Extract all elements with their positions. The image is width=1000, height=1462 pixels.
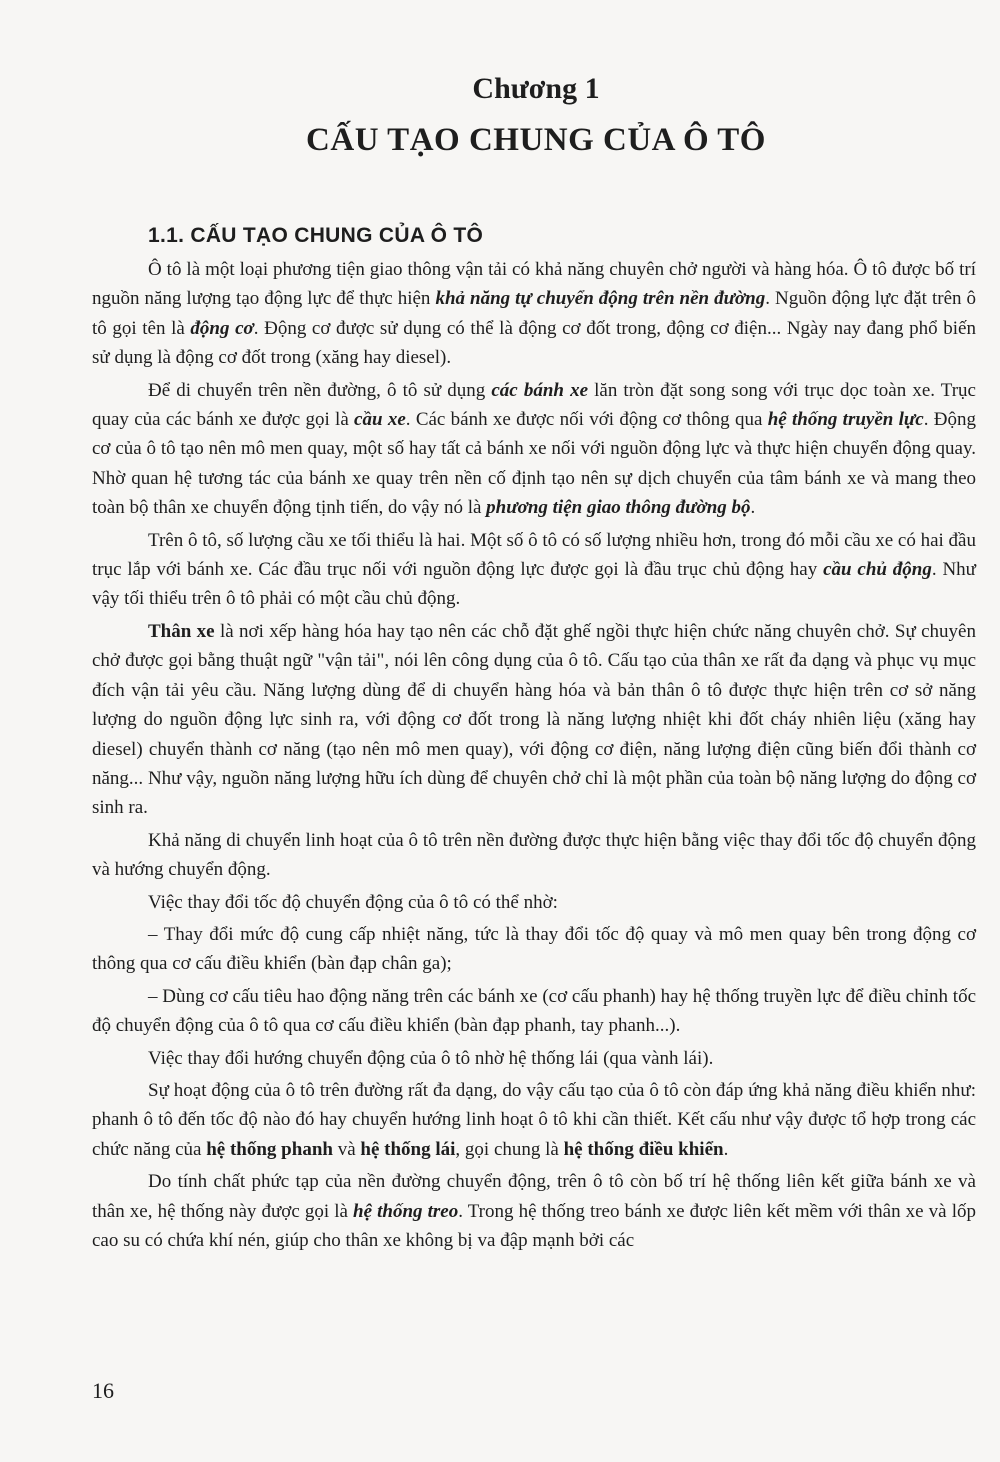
text-run: Ô tô là một loại phương tiện giao thông vận tải có khả năng chuyên chở người và hàng hóa. Ô tô được bố trí nguồn năng lượng tạo động lực để thực hiện: [92, 259, 976, 310]
paragraph-8: [92, 982, 976, 1041]
text-run: là nơi xếp hàng hóa hay tạo nên các chỗ đặt ghế ngồi thực hiện chức năng chuyên chở. Sự chuyên chở được gọi bằng thuật ngữ "vận tải", nói lên công dụng của ô tô. Cấu tạo của thân xe rất đa dạng và phục vụ mục đích vận tải yêu cầu. Năng lượng dùng để di chuyển hàng hóa và bản thân ô tô được thực hiện trên cơ sở năng lượng do nguồn động lực sinh ra, với động cơ đốt trong là năng lượng nhiệt khi đốt cháy nhiên liệu (xăng hay diesel) chuyển thành cơ năng (tạo nên mô men quay), với động cơ điện, năng lượng điện cũng biến đổi thành cơ năng... Như vậy, nguồn năng lượng hữu ích dùng để chuyên chở chỉ là một phần của toàn bộ năng lượng do động cơ sinh ra.: [92, 620, 976, 819]
emphasis-term: khả năng tự chuyển động trên nền đường: [435, 288, 766, 310]
section-heading: 1.1. CẤU TẠO CHUNG CỦA Ô TÔ: [148, 224, 484, 247]
chapter-title: CẤU TẠO CHUNG CỦA Ô TÔ: [306, 122, 766, 158]
bold-term: hệ thống điều khiển: [563, 1138, 724, 1160]
paragraph-9: [92, 1044, 976, 1073]
paragraph-2: [92, 376, 976, 523]
emphasis-term: hệ thống truyền lực: [767, 409, 924, 431]
emphasis-term: các bánh xe: [491, 379, 588, 401]
text-run: . Trong hệ thống treo bánh xe được liên kết mềm với thân xe và lốp cao su có chứa khí nén, giúp cho thân xe không bị va đập mạnh bởi các: [92, 1200, 976, 1251]
paragraph-7: [92, 920, 976, 979]
text-run: – Dùng cơ cấu tiêu hao động năng trên các bánh xe (cơ cấu phanh) hay hệ thống truyền lực để điều chỉnh tốc độ chuyển động của ô tô qua cơ cấu điều khiển (bàn đạp phanh, tay phanh...).: [92, 985, 976, 1037]
text-run: . Các bánh xe được nối với động cơ thông qua: [405, 409, 768, 431]
bold-term: Thân xe: [148, 620, 215, 642]
bold-term: hệ thống lái: [360, 1138, 456, 1160]
text-run: . Động cơ của ô tô tạo nên mô men quay, một số hay tất cả bánh xe nối với nguồn động lực và thực hiện chuyển động quay. Nhờ quan hệ tương tác của bánh xe quay trên nền cố định tạo nên sự dịch chuyển của tâm bánh xe và mang theo toàn bộ thân xe chuyển động tịnh tiến, do vậy nó là: [92, 409, 976, 519]
emphasis-term: cầu xe: [354, 409, 406, 431]
text-run: Việc thay đổi hướng chuyển động của ô tô nhờ hệ thống lái (qua vành lái).: [148, 1047, 714, 1069]
paragraph-3: [92, 526, 976, 614]
paragraph-1: [92, 255, 976, 373]
emphasis-term: phương tiện giao thông đường bộ: [486, 497, 751, 519]
paragraph-10: [92, 1076, 976, 1164]
chapter-label: Chương 1: [472, 72, 600, 105]
emphasis-term: hệ thống treo: [353, 1200, 459, 1222]
page-number: 16: [92, 1378, 114, 1403]
paragraph-11: [92, 1167, 976, 1255]
text-run: . Nguồn động lực đặt trên ô tô gọi tên là: [92, 288, 976, 339]
text-run: Trên ô tô, số lượng cầu xe tối thiểu là hai. Một số ô tô có số lượng nhiều hơn, trong đó mỗi cầu xe có hai đầu trục lắp với bánh xe. Các đầu trục nối với nguồn động lực được gọi là đầu trục chủ động hay: [92, 529, 976, 581]
text-run: , gọi chung là: [455, 1138, 564, 1160]
text-run: . Như vậy tối thiểu trên ô tô phải có một cầu chủ động.: [92, 559, 976, 610]
bold-term: hệ thống phanh: [206, 1138, 333, 1160]
emphasis-term: cầu chủ động: [823, 559, 932, 581]
text-run: lăn tròn đặt song song với trục dọc toàn xe. Trục quay của các bánh xe được gọi là: [92, 379, 976, 431]
paragraph-4: [92, 617, 976, 823]
text-run: và: [332, 1138, 361, 1160]
text-run: – Thay đổi mức độ cung cấp nhiệt năng, tức là thay đổi tốc độ quay và mô men quay bên trong động cơ thông qua cơ cấu điều khiển (bàn đạp chân ga);: [92, 923, 976, 975]
text-run: Do tính chất phức tạp của nền đường chuyển động, trên ô tô còn bố trí hệ thống liên kết giữa bánh xe và thân xe, hệ thống này được gọi là: [92, 1171, 976, 1222]
text-run: Để di chuyển trên nền đường, ô tô sử dụng: [148, 379, 492, 401]
paragraph-6: [92, 888, 976, 917]
text-run: Sự hoạt động của ô tô trên đường rất đa dạng, do vậy cấu tạo của ô tô còn đáp ứng khả năng điều khiển như: phanh ô tô đến tốc độ nào đó hay chuyển hướng linh hoạt ô tô khi cần thiết. Kết cấu như vậy được tổ hợp trong các chức năng của: [92, 1079, 976, 1160]
text-run: Việc thay đổi tốc độ chuyển động của ô tô có thể nhờ:: [148, 891, 558, 913]
body-text: [92, 255, 976, 1258]
text-run: Khả năng di chuyển linh hoạt của ô tô trên nền đường được thực hiện bằng việc thay đổi tốc độ chuyển động và hướng chuyển động.: [92, 829, 976, 881]
text-run: . Động cơ được sử dụng có thể là động cơ đốt trong, động cơ điện... Ngày nay đang phổ biến sử dụng là động cơ đốt trong (xăng hay diesel).: [92, 317, 976, 369]
paragraph-5: [92, 826, 976, 885]
text-run: .: [723, 1138, 729, 1160]
emphasis-term: động cơ: [190, 317, 254, 339]
text-run: .: [750, 497, 756, 519]
